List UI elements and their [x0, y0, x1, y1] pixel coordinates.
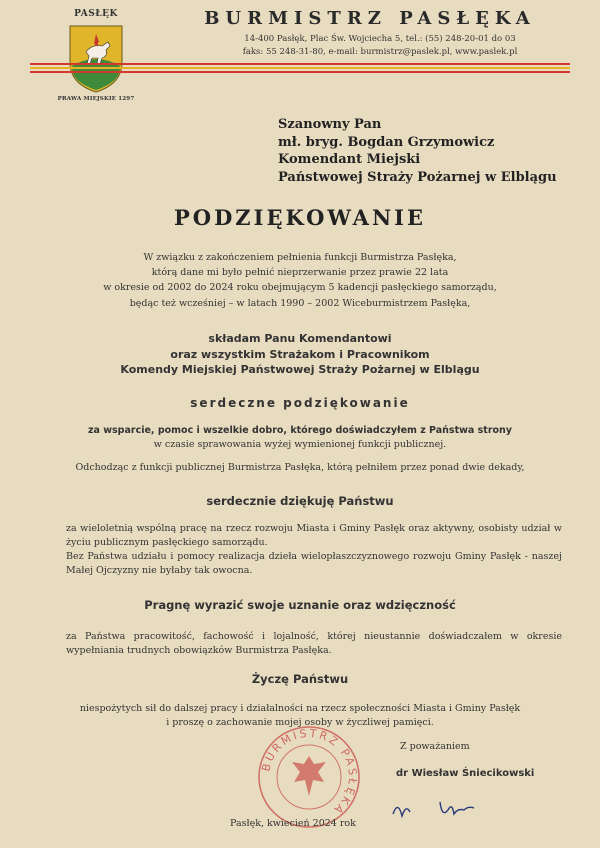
signer-name: dr Wiesław Śniecikowski — [396, 768, 535, 779]
letterhead-title: BURMISTRZ PASŁĘKA — [204, 8, 536, 29]
intro-line: będąc też wcześniej – w latach 1990 – 2002 Wiceburmistrzem Pasłęka, — [129, 297, 471, 309]
wish-line: niespożytych sił do dalszej pracy i działalności na rzecz społeczności Miasta i Gminy Pasłęk — [79, 703, 521, 714]
spaced-thanks: serdeczne podziękowanie — [190, 396, 410, 410]
addressee-block — [278, 116, 578, 186]
letterhead-address: 14-400 Pasłęk, Plac Św. Wojciecha 5, tel.: (55) 248-20-01 do 03 — [244, 34, 516, 44]
stripe-red-bottom — [30, 71, 570, 73]
header-stripes — [30, 63, 570, 75]
addressee-name: mł. bryg. Bogdan Grzymowicz — [278, 134, 495, 150]
crest-caption: PRAWA MIEJSKIE 1297 — [57, 96, 135, 102]
collab-line: za wieloletnią wspólną pracę na rzecz rozwoju Miasta i Gminy Pasłęk oraz aktywny, osobisty udział w życiu publicznym pasłęckiego samorządu. — [66, 523, 562, 548]
collab-line: Bez Państwa udziału i pomocy realizacja dzieła wielopłaszczyznowego rozwoju Gminy Pasłęk - naszej Małej Ojczyzny nie byłaby tak owocna. — [66, 551, 562, 576]
intro-paragraph — [30, 250, 570, 311]
address-line: oraz wszystkim Strażakom i Pracownikom — [170, 347, 430, 361]
intro-line: w okresie od 2002 do 2024 roku obejmującym 5 kadencji pasłęckiego samorządu, — [103, 282, 497, 294]
recognition-paragraph: za Państwa pracowitość, fachowość i lojalność, której nieustannie doświadczałem w okresie wypełniania trudnych obowiązków Burmistrza Pasłęka. — [66, 631, 562, 656]
address-line: Komendy Miejskiej Państwowej Straży Pożarnej w Elblągu — [120, 363, 480, 376]
support-line: w czasie sprawowania wyżej wymienionej funkcji publicznej. — [153, 439, 447, 450]
addressee-institution: Państwowej Straży Pożarnej w Elblągu — [278, 169, 557, 185]
regards-line: Z poważaniem — [400, 741, 470, 752]
intro-line: W związku z zakończeniem pełnienia funkcji Burmistrza Pasłęka, — [143, 252, 457, 263]
place-date: Pasłęk, kwiecień 2024 rok — [230, 818, 356, 829]
official-stamp-icon — [256, 724, 362, 830]
signature-icon — [388, 796, 488, 826]
addressee-salutation: Szanowny Pan — [278, 117, 382, 132]
stripe-yellow — [30, 67, 570, 69]
stamp-text: BURMISTRZ PASŁĘKA — [259, 726, 360, 818]
address-line: składam Panu Komendantowi — [208, 332, 392, 345]
recognition-heading: Pragnę wyrazić swoje uznanie oraz wdzięczność — [144, 598, 456, 612]
address-block — [30, 331, 570, 378]
leaving-line: Odchodząc z funkcji publicznej Burmistrza Pasłęka, którą pełniłem przez ponad dwie dekady, — [75, 462, 525, 473]
coat-of-arms-icon — [66, 22, 126, 94]
letterhead-contact: faks: 55 248-31-80, e-mail: burmistrz@paslek.pl, www.paslek.pl — [242, 47, 518, 57]
wish-heading: Życzę Państwu — [251, 672, 349, 686]
wish-line: i proszę o zachowanie mojej osoby w życzliwej pamięci. — [166, 717, 434, 728]
crest-name: PASŁĘK — [74, 9, 118, 19]
thank-you-heading: serdecznie dziękuję Państwu — [206, 494, 394, 508]
stripe-red-top — [30, 63, 570, 65]
addressee-position: Komendant Miejski — [278, 152, 421, 167]
support-bold-line: za wsparcie, pomoc i wszelkie dobro, którego doświadczyłem z Państwa strony — [88, 425, 512, 436]
intro-line: którą dane mi było pełnić nieprzerwanie przez prawie 22 lata — [151, 267, 449, 279]
letter-heading: PODZIĘKOWANIE — [174, 205, 426, 230]
support-paragraph — [30, 424, 570, 452]
collaboration-paragraph — [66, 522, 562, 578]
